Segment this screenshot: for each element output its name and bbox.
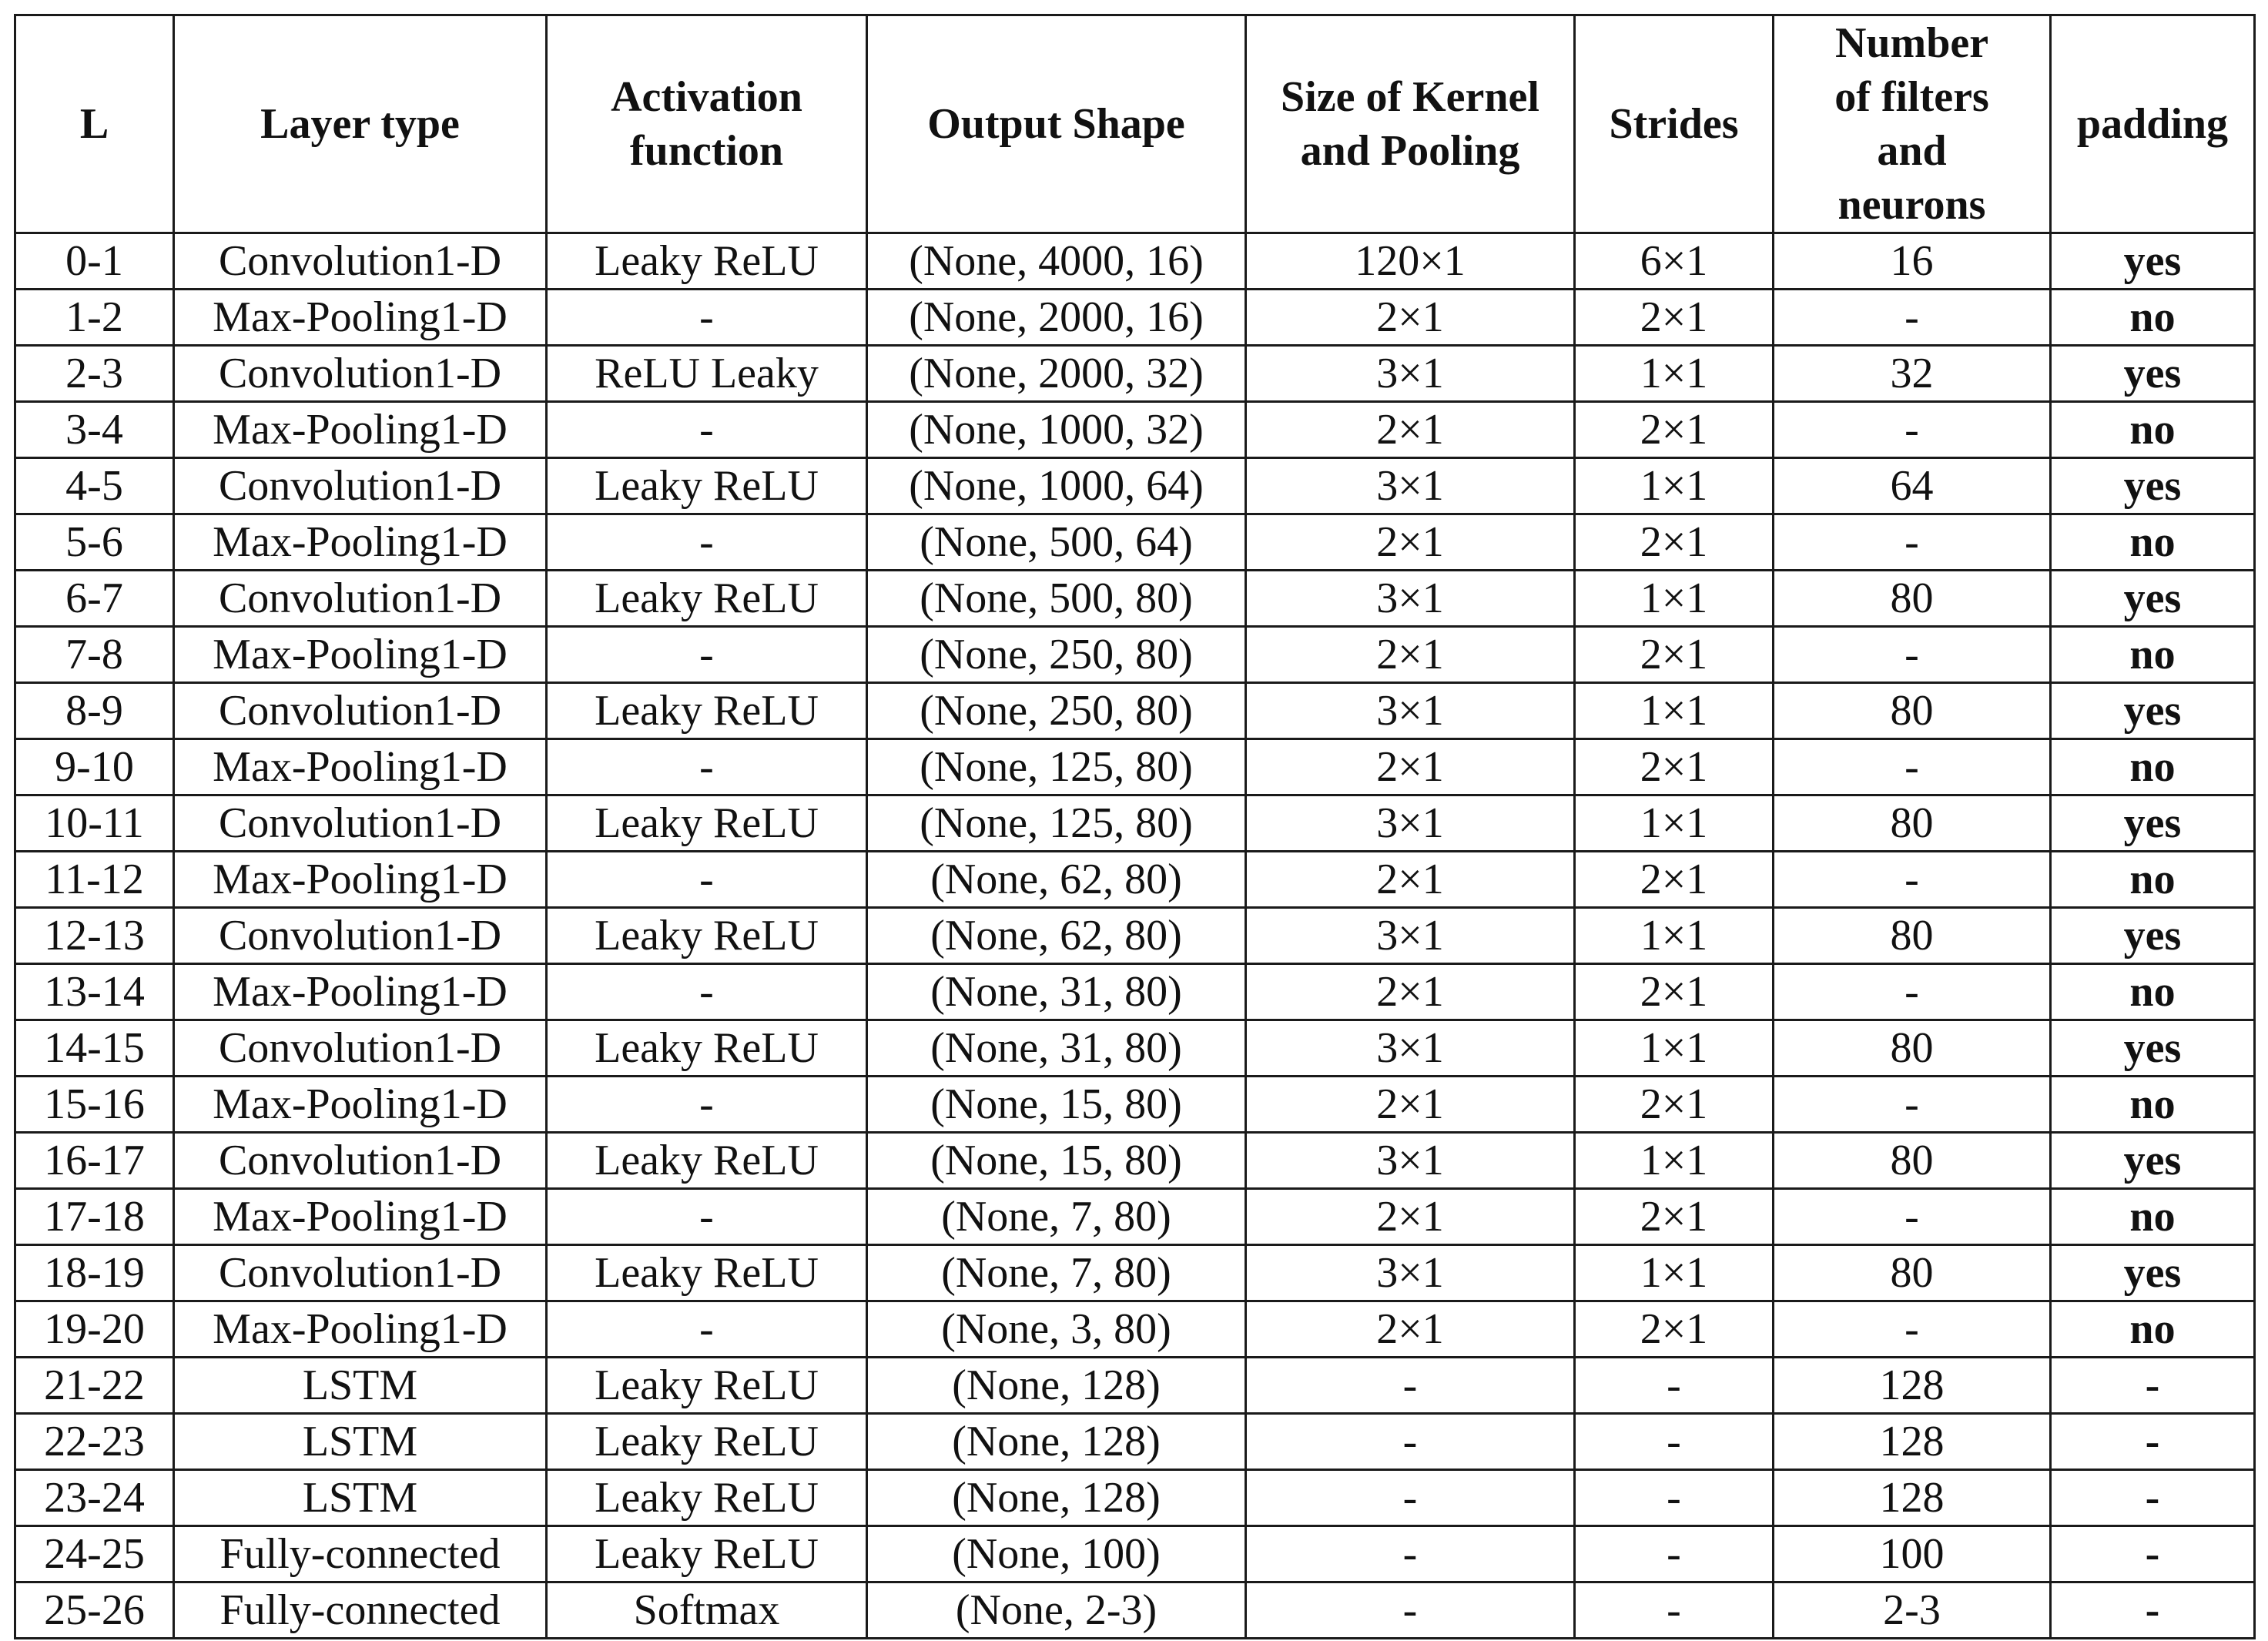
output-shape-cell: (None, 15, 80): [867, 1077, 1246, 1133]
padding-cell: no: [2051, 290, 2255, 346]
table-body: [15, 233, 2255, 1639]
output-shape-cell: (None, 2000, 32): [867, 346, 1246, 402]
padding-cell: no: [2051, 514, 2255, 571]
layer-type-cell: LSTM: [174, 1470, 547, 1526]
filters-cell: -: [1774, 627, 2051, 683]
output-shape-cell: (None, 1000, 32): [867, 402, 1246, 458]
kernel-size-cell: -: [1246, 1358, 1575, 1414]
padding-cell: yes: [2051, 795, 2255, 852]
output-shape-cell: (None, 1000, 64): [867, 458, 1246, 514]
table-row: [15, 908, 2255, 964]
layer-index-cell: 25-26: [15, 1582, 174, 1639]
filters-cell: -: [1774, 402, 2051, 458]
header-output-shape: Output Shape: [867, 15, 1246, 233]
header-row: [15, 15, 2255, 233]
kernel-size-cell: 3×1: [1246, 908, 1575, 964]
layer-index-cell: 14-15: [15, 1020, 174, 1077]
kernel-size-cell: 3×1: [1246, 1133, 1575, 1189]
padding-cell: yes: [2051, 233, 2255, 290]
header-activation-function: Activation function: [547, 15, 867, 233]
activation-cell: -: [547, 1077, 867, 1133]
layer-type-cell: Max-Pooling1-D: [174, 1077, 547, 1133]
output-shape-cell: (None, 128): [867, 1414, 1246, 1470]
output-shape-cell: (None, 31, 80): [867, 1020, 1246, 1077]
layer-type-cell: Max-Pooling1-D: [174, 1301, 547, 1358]
strides-cell: 1×1: [1575, 571, 1774, 627]
strides-cell: 2×1: [1575, 1077, 1774, 1133]
layer-type-cell: Convolution1-D: [174, 346, 547, 402]
filters-cell: -: [1774, 1301, 2051, 1358]
kernel-size-cell: 3×1: [1246, 458, 1575, 514]
kernel-size-cell: 120×1: [1246, 233, 1575, 290]
layer-type-cell: Max-Pooling1-D: [174, 852, 547, 908]
output-shape-cell: (None, 100): [867, 1526, 1246, 1582]
table-row: [15, 1358, 2255, 1414]
activation-cell: -: [547, 852, 867, 908]
kernel-size-cell: 3×1: [1246, 346, 1575, 402]
layer-type-cell: Convolution1-D: [174, 795, 547, 852]
table-row: [15, 795, 2255, 852]
table-row: [15, 1245, 2255, 1301]
output-shape-cell: (None, 4000, 16): [867, 233, 1246, 290]
padding-cell: yes: [2051, 346, 2255, 402]
layer-type-cell: Max-Pooling1-D: [174, 627, 547, 683]
layer-type-cell: Convolution1-D: [174, 571, 547, 627]
padding-cell: yes: [2051, 1133, 2255, 1189]
layer-index-cell: 17-18: [15, 1189, 174, 1245]
activation-cell: -: [547, 1301, 867, 1358]
activation-cell: -: [547, 290, 867, 346]
activation-cell: Leaky ReLU: [547, 795, 867, 852]
strides-cell: 2×1: [1575, 514, 1774, 571]
header-layer-type: Layer type: [174, 15, 547, 233]
layer-index-cell: 11-12: [15, 852, 174, 908]
activation-cell: Leaky ReLU: [547, 233, 867, 290]
table-row: [15, 233, 2255, 290]
kernel-size-cell: 3×1: [1246, 683, 1575, 739]
output-shape-cell: (None, 250, 80): [867, 627, 1246, 683]
filters-cell: -: [1774, 1189, 2051, 1245]
layer-index-cell: 19-20: [15, 1301, 174, 1358]
padding-cell: no: [2051, 402, 2255, 458]
layer-index-cell: 16-17: [15, 1133, 174, 1189]
header-kernel-pooling-size: Size of Kernel and Pooling: [1246, 15, 1575, 233]
output-shape-cell: (None, 125, 80): [867, 795, 1246, 852]
output-shape-cell: (None, 7, 80): [867, 1189, 1246, 1245]
filters-cell: -: [1774, 739, 2051, 795]
strides-cell: 1×1: [1575, 908, 1774, 964]
padding-cell: no: [2051, 1189, 2255, 1245]
layer-table-container: [14, 14, 2253, 1634]
strides-cell: 1×1: [1575, 1020, 1774, 1077]
table-row: [15, 290, 2255, 346]
output-shape-cell: (None, 128): [867, 1358, 1246, 1414]
layer-type-cell: Convolution1-D: [174, 1020, 547, 1077]
output-shape-cell: (None, 250, 80): [867, 683, 1246, 739]
kernel-size-cell: 2×1: [1246, 514, 1575, 571]
strides-cell: 2×1: [1575, 1301, 1774, 1358]
kernel-size-cell: -: [1246, 1582, 1575, 1639]
filters-cell: 80: [1774, 1245, 2051, 1301]
layer-index-cell: 21-22: [15, 1358, 174, 1414]
table-row: [15, 1414, 2255, 1470]
activation-cell: Leaky ReLU: [547, 1020, 867, 1077]
layer-index-cell: 24-25: [15, 1526, 174, 1582]
layer-type-cell: Convolution1-D: [174, 683, 547, 739]
filters-cell: -: [1774, 852, 2051, 908]
strides-cell: -: [1575, 1414, 1774, 1470]
layer-type-cell: Max-Pooling1-D: [174, 514, 547, 571]
strides-cell: 6×1: [1575, 233, 1774, 290]
layer-type-cell: Max-Pooling1-D: [174, 964, 547, 1020]
strides-cell: -: [1575, 1526, 1774, 1582]
layer-type-cell: Fully-connected: [174, 1582, 547, 1639]
layer-type-cell: Convolution1-D: [174, 458, 547, 514]
layer-index-cell: 6-7: [15, 571, 174, 627]
output-shape-cell: (None, 62, 80): [867, 852, 1246, 908]
table-row: [15, 1133, 2255, 1189]
table-row: [15, 739, 2255, 795]
strides-cell: 1×1: [1575, 346, 1774, 402]
strides-cell: 1×1: [1575, 1245, 1774, 1301]
output-shape-cell: (None, 500, 80): [867, 571, 1246, 627]
filters-cell: 32: [1774, 346, 2051, 402]
output-shape-cell: (None, 62, 80): [867, 908, 1246, 964]
layer-index-cell: 0-1: [15, 233, 174, 290]
activation-cell: Leaky ReLU: [547, 571, 867, 627]
kernel-size-cell: 2×1: [1246, 1189, 1575, 1245]
kernel-size-cell: -: [1246, 1470, 1575, 1526]
table-row: [15, 458, 2255, 514]
header-filters-neurons: Number of filters and neurons: [1774, 15, 2051, 233]
padding-cell: -: [2051, 1470, 2255, 1526]
activation-cell: Leaky ReLU: [547, 1358, 867, 1414]
padding-cell: no: [2051, 739, 2255, 795]
output-shape-cell: (None, 500, 64): [867, 514, 1246, 571]
activation-cell: -: [547, 402, 867, 458]
layer-type-cell: Max-Pooling1-D: [174, 402, 547, 458]
padding-cell: yes: [2051, 908, 2255, 964]
kernel-size-cell: 2×1: [1246, 852, 1575, 908]
kernel-size-cell: 2×1: [1246, 964, 1575, 1020]
kernel-size-cell: 3×1: [1246, 1245, 1575, 1301]
activation-cell: -: [547, 739, 867, 795]
activation-cell: -: [547, 627, 867, 683]
filters-cell: -: [1774, 1077, 2051, 1133]
kernel-size-cell: -: [1246, 1526, 1575, 1582]
activation-cell: Leaky ReLU: [547, 1133, 867, 1189]
filters-cell: 80: [1774, 571, 2051, 627]
kernel-size-cell: 2×1: [1246, 290, 1575, 346]
layer-index-cell: 5-6: [15, 514, 174, 571]
padding-cell: no: [2051, 627, 2255, 683]
activation-cell: ReLU Leaky: [547, 346, 867, 402]
padding-cell: no: [2051, 1301, 2255, 1358]
kernel-size-cell: 2×1: [1246, 627, 1575, 683]
strides-cell: 2×1: [1575, 290, 1774, 346]
header-l: L: [15, 15, 174, 233]
strides-cell: 2×1: [1575, 627, 1774, 683]
output-shape-cell: (None, 2-3): [867, 1582, 1246, 1639]
layer-type-cell: Convolution1-D: [174, 1245, 547, 1301]
layer-index-cell: 12-13: [15, 908, 174, 964]
activation-cell: -: [547, 964, 867, 1020]
table-row: [15, 852, 2255, 908]
table-row: [15, 1470, 2255, 1526]
activation-cell: Leaky ReLU: [547, 1245, 867, 1301]
layer-index-cell: 1-2: [15, 290, 174, 346]
layer-index-cell: 8-9: [15, 683, 174, 739]
table-row: [15, 346, 2255, 402]
padding-cell: no: [2051, 964, 2255, 1020]
filters-cell: -: [1774, 514, 2051, 571]
activation-cell: Leaky ReLU: [547, 1526, 867, 1582]
layer-index-cell: 7-8: [15, 627, 174, 683]
filters-cell: -: [1774, 290, 2051, 346]
activation-cell: -: [547, 514, 867, 571]
output-shape-cell: (None, 125, 80): [867, 739, 1246, 795]
strides-cell: 1×1: [1575, 1133, 1774, 1189]
kernel-size-cell: 2×1: [1246, 1301, 1575, 1358]
filters-cell: 80: [1774, 908, 2051, 964]
layer-type-cell: Convolution1-D: [174, 908, 547, 964]
padding-cell: yes: [2051, 1245, 2255, 1301]
table-row: [15, 1301, 2255, 1358]
table-row: [15, 627, 2255, 683]
table-row: [15, 964, 2255, 1020]
padding-cell: no: [2051, 852, 2255, 908]
output-shape-cell: (None, 7, 80): [867, 1245, 1246, 1301]
layer-index-cell: 4-5: [15, 458, 174, 514]
layer-index-cell: 22-23: [15, 1414, 174, 1470]
padding-cell: -: [2051, 1358, 2255, 1414]
table-row: [15, 402, 2255, 458]
table-row: [15, 1189, 2255, 1245]
activation-cell: Leaky ReLU: [547, 908, 867, 964]
filters-cell: 80: [1774, 795, 2051, 852]
layer-index-cell: 2-3: [15, 346, 174, 402]
output-shape-cell: (None, 15, 80): [867, 1133, 1246, 1189]
filters-cell: 100: [1774, 1526, 2051, 1582]
padding-cell: yes: [2051, 571, 2255, 627]
layer-type-cell: Convolution1-D: [174, 1133, 547, 1189]
kernel-size-cell: 2×1: [1246, 402, 1575, 458]
padding-cell: yes: [2051, 1020, 2255, 1077]
strides-cell: 2×1: [1575, 739, 1774, 795]
layer-index-cell: 23-24: [15, 1470, 174, 1526]
filters-cell: 128: [1774, 1414, 2051, 1470]
padding-cell: -: [2051, 1526, 2255, 1582]
strides-cell: -: [1575, 1470, 1774, 1526]
output-shape-cell: (None, 3, 80): [867, 1301, 1246, 1358]
table-row: [15, 1077, 2255, 1133]
layer-index-cell: 13-14: [15, 964, 174, 1020]
layer-index-cell: 9-10: [15, 739, 174, 795]
kernel-size-cell: 3×1: [1246, 795, 1575, 852]
padding-cell: -: [2051, 1414, 2255, 1470]
strides-cell: -: [1575, 1582, 1774, 1639]
activation-cell: Leaky ReLU: [547, 1414, 867, 1470]
kernel-size-cell: 2×1: [1246, 739, 1575, 795]
activation-cell: -: [547, 1189, 867, 1245]
filters-cell: 128: [1774, 1358, 2051, 1414]
kernel-size-cell: 3×1: [1246, 1020, 1575, 1077]
strides-cell: 2×1: [1575, 1189, 1774, 1245]
layer-index-cell: 15-16: [15, 1077, 174, 1133]
table-row: [15, 683, 2255, 739]
header-strides: Strides: [1575, 15, 1774, 233]
output-shape-cell: (None, 31, 80): [867, 964, 1246, 1020]
table-row: [15, 1020, 2255, 1077]
filters-cell: 80: [1774, 1133, 2051, 1189]
strides-cell: 2×1: [1575, 964, 1774, 1020]
filters-cell: -: [1774, 964, 2051, 1020]
layer-type-cell: LSTM: [174, 1414, 547, 1470]
layer-index-cell: 3-4: [15, 402, 174, 458]
kernel-size-cell: -: [1246, 1414, 1575, 1470]
padding-cell: yes: [2051, 458, 2255, 514]
layer-type-cell: Max-Pooling1-D: [174, 1189, 547, 1245]
table-row: [15, 571, 2255, 627]
strides-cell: 2×1: [1575, 402, 1774, 458]
layer-type-cell: Convolution1-D: [174, 233, 547, 290]
header-padding: padding: [2051, 15, 2255, 233]
layer-type-cell: Max-Pooling1-D: [174, 290, 547, 346]
strides-cell: -: [1575, 1358, 1774, 1414]
filters-cell: 80: [1774, 683, 2051, 739]
table-row: [15, 1582, 2255, 1639]
activation-cell: Leaky ReLU: [547, 458, 867, 514]
table-row: [15, 1526, 2255, 1582]
filters-cell: 2-3: [1774, 1582, 2051, 1639]
activation-cell: Softmax: [547, 1582, 867, 1639]
filters-cell: 16: [1774, 233, 2051, 290]
layer-type-cell: Max-Pooling1-D: [174, 739, 547, 795]
strides-cell: 1×1: [1575, 683, 1774, 739]
layer-index-cell: 18-19: [15, 1245, 174, 1301]
layer-type-cell: LSTM: [174, 1358, 547, 1414]
layer-type-cell: Fully-connected: [174, 1526, 547, 1582]
kernel-size-cell: 2×1: [1246, 1077, 1575, 1133]
activation-cell: Leaky ReLU: [547, 683, 867, 739]
filters-cell: 80: [1774, 1020, 2051, 1077]
table-row: [15, 514, 2255, 571]
filters-cell: 64: [1774, 458, 2051, 514]
padding-cell: yes: [2051, 683, 2255, 739]
strides-cell: 1×1: [1575, 458, 1774, 514]
padding-cell: -: [2051, 1582, 2255, 1639]
activation-cell: Leaky ReLU: [547, 1470, 867, 1526]
output-shape-cell: (None, 128): [867, 1470, 1246, 1526]
layer-index-cell: 10-11: [15, 795, 174, 852]
strides-cell: 2×1: [1575, 852, 1774, 908]
output-shape-cell: (None, 2000, 16): [867, 290, 1246, 346]
kernel-size-cell: 3×1: [1246, 571, 1575, 627]
strides-cell: 1×1: [1575, 795, 1774, 852]
layer-table: [14, 14, 2256, 1639]
padding-cell: no: [2051, 1077, 2255, 1133]
filters-cell: 128: [1774, 1470, 2051, 1526]
